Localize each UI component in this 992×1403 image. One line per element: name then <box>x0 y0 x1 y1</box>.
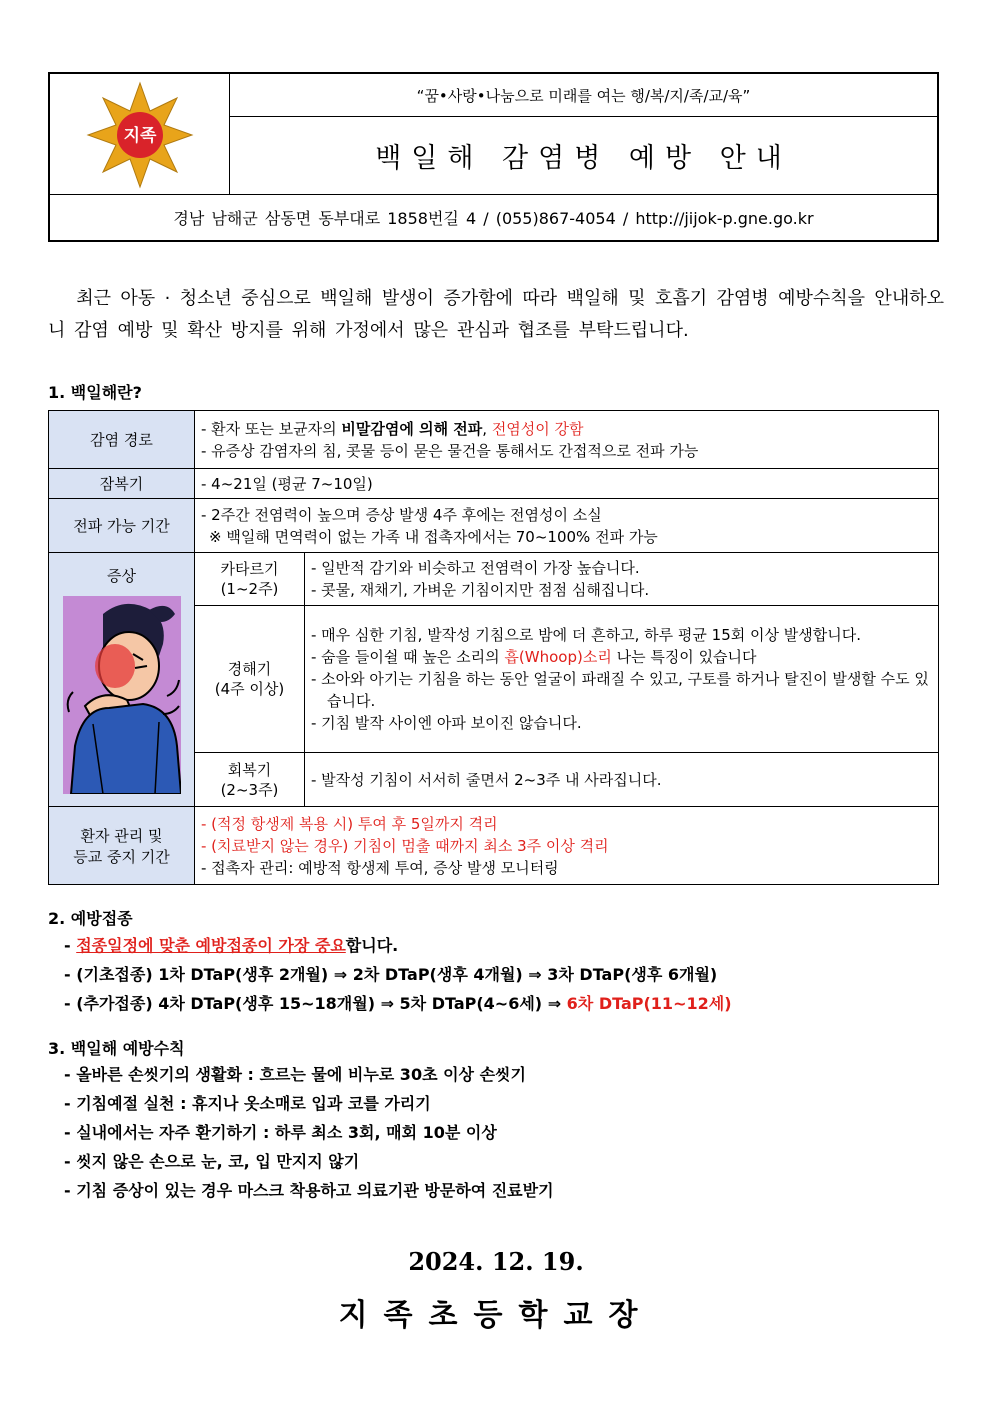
pertussis-info-table <box>48 410 939 885</box>
svg-text:지족: 지족 <box>123 126 157 146</box>
table-row-catarrhal <box>49 553 939 606</box>
stage-convalescent: 회복기 (2~3주) <box>195 753 305 807</box>
prevention-list <box>64 1060 554 1205</box>
logo-cell <box>50 74 230 195</box>
list-item: - 접종일정에 맞춘 예방접종이 가장 중요합니다. <box>64 936 399 955</box>
table-row-management <box>49 807 939 885</box>
section-3-heading: 3. 백일해 예방수칙 <box>48 1039 185 1058</box>
route-content: - 환자 또는 보균자의 비말감염에 의해 전파, 전염성이 강함 - 유증상 감염자의 침, 콧물 등이 묻은 물건을 통해서도 간접적으로 전파 가능 <box>195 411 939 469</box>
document-date: 2024. 12. 19. <box>408 1247 584 1276</box>
stage-catarrhal-content: - 일반적 감기와 비슷하고 전염력이 가장 높습니다. - 콧물, 재채기, 가벼운 기침이지만 점점 심해집니다. <box>305 553 939 606</box>
stage-paroxysmal: 경해기 (4주 이상) <box>195 606 305 753</box>
route-label: 감염 경로 <box>49 411 195 469</box>
document-header <box>48 72 939 242</box>
incubation-content: - 4~21일 (평균 7~10일) <box>195 469 939 499</box>
page-title: 백일해 감염병 예방 안내 <box>230 117 937 195</box>
management-label: 환자 관리 및 등교 중지 기간 <box>49 807 195 885</box>
school-address: 경남 남해군 삼동면 동부대로 1858번길 4 / (055)867-4054 / http://jijok-p.gne.go.kr <box>173 209 814 228</box>
list-item: - 올바른 손씻기의 생활화 : 흐르는 물에 비누로 30초 이상 손씻기 <box>64 1065 526 1084</box>
contagious-content: - 2주간 전염력이 높으며 증상 발생 4주 후에는 전염성이 소실 ※ 백일해 면역력이 없는 가족 내 접촉자에서는 70~100% 전파 가능 <box>195 499 939 553</box>
vaccination-list <box>64 931 732 1018</box>
intro-paragraph <box>48 283 944 347</box>
table-row-incubation <box>49 469 939 499</box>
list-item: - 기침예절 실천 : 휴지나 옷소매로 입과 코를 가리기 <box>64 1094 431 1113</box>
management-content: - (적정 항생제 복용 시) 투여 후 5일까지 격리 - (치료받지 않는 경우) 기침이 멈출 때까지 최소 3주 이상 격리 - 접촉자 관리: 예방적 항생제 투여, 증상 발생 모니터링 <box>195 807 939 885</box>
table-row-contagious <box>49 499 939 553</box>
list-item: - 기침 증상이 있는 경우 마스크 착용하고 의료기관 방문하여 진료받기 <box>64 1181 554 1200</box>
school-logo-icon <box>50 74 230 195</box>
intro-text: 최근 아동 · 청소년 중심으로 백일해 발생이 증가함에 따라 백일해 및 호흡기 감염병 예방수칙을 안내하오니 감염 예방 및 확산 방지를 위해 가정에서 많은 관심과 협조를 부탁드립니다. <box>48 288 944 341</box>
list-item: - (추가접종) 4차 DTaP(생후 15~18개월) ⇒ 5차 DTaP(4~6세) ⇒ 6차 DTaP(11~12세) <box>64 994 732 1013</box>
list-item: - 실내에서는 자주 환기하기 : 하루 최소 3회, 매회 10분 이상 <box>64 1123 497 1142</box>
incubation-label: 잠복기 <box>49 469 195 499</box>
section-2-heading: 2. 예방접종 <box>48 909 133 928</box>
contagious-label: 전파 가능 기간 <box>49 499 195 553</box>
symptoms-label: 증상 <box>107 567 136 585</box>
list-item: - 씻지 않은 손으로 눈, 코, 입 만지지 않기 <box>64 1152 360 1171</box>
school-motto: “꿈•사랑•나눔으로 미래를 여는 행/복/지/족/교/육” <box>230 74 937 117</box>
signature-school: 지족초등학교장 <box>338 1298 654 1333</box>
symptoms-label-cell <box>49 553 195 807</box>
table-row-route <box>49 411 939 469</box>
coughing-child-illustration <box>63 596 181 794</box>
stage-paroxysmal-content: - 매우 심한 기침, 발작성 기침으로 밤에 더 흔하고, 하루 평균 15회 이상 발생합니다. - 숨을 들이쉴 때 높은 소리의 흡(Whoop)소리 나는 특징이 있습니다 - 소아와 아기는 기침을 하는 동안 얼굴이 파래질 수 있고, 구토를 하거나 탈진이 발생할 수도 있습니다. - 기침 발작 사이엔 아파 보이진 않습니다. <box>305 606 939 753</box>
list-item: - (기초접종) 1차 DTaP(생후 2개월) ⇒ 2차 DTaP(생후 4개월) ⇒ 3차 DTaP(생후 6개월) <box>64 965 718 984</box>
stage-convalescent-content: - 발작성 기침이 서서히 줄면서 2~3주 내 사라집니다. <box>305 753 939 807</box>
section-1-heading: 1. 백일해란? <box>48 383 142 402</box>
stage-catarrhal: 카타르기 (1~2주) <box>195 553 305 606</box>
